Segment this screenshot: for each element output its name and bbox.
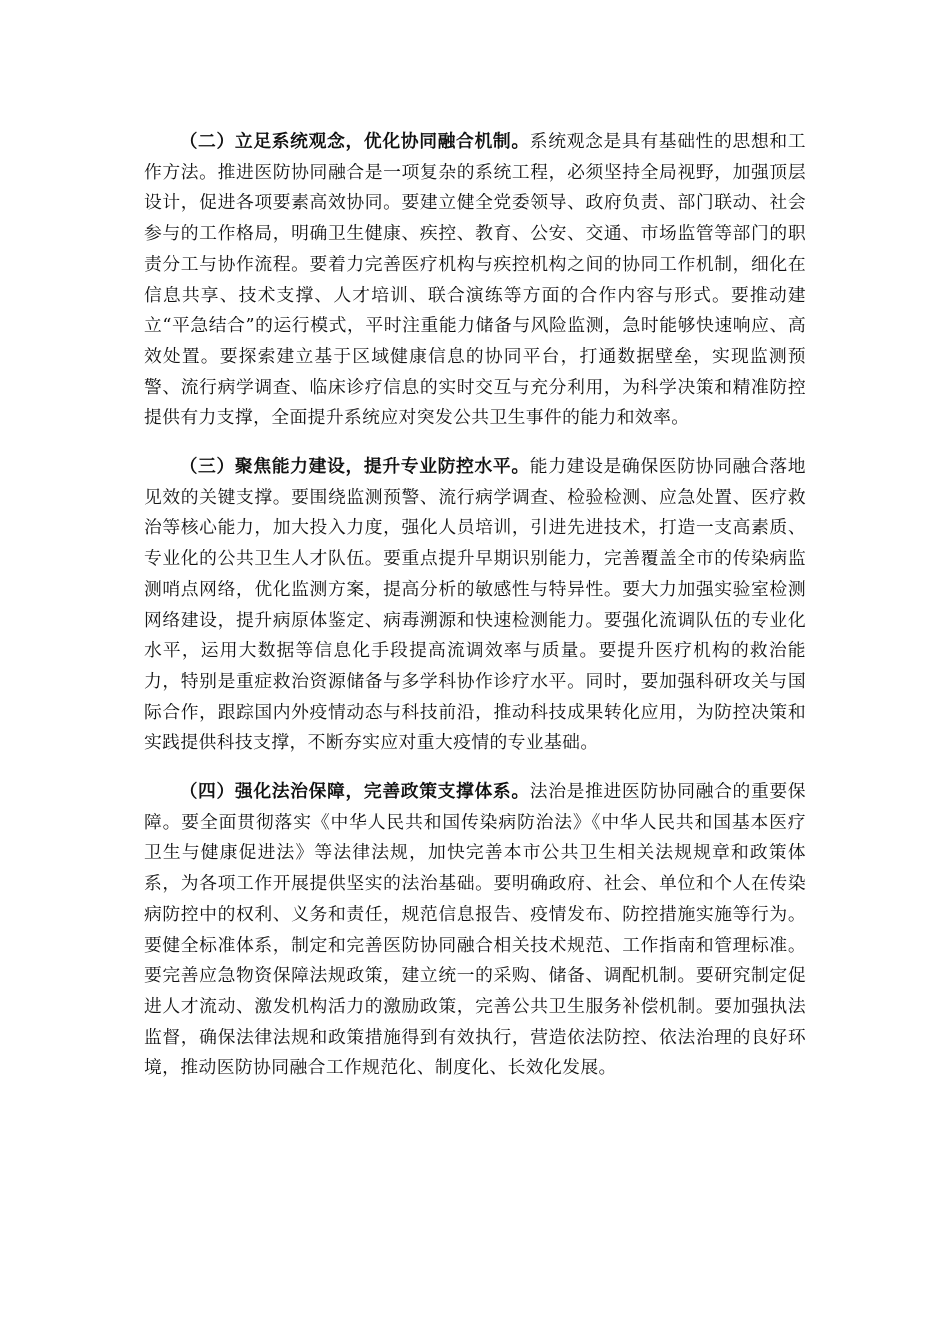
document-body (144, 127, 806, 1102)
paragraph-heading: （四）强化法治保障，完善政策支撑体系。 (179, 781, 530, 803)
paragraph-system-concept (144, 127, 806, 434)
paragraph-heading: （三）聚焦能力建设，提升专业防控水平。 (179, 456, 530, 478)
paragraph-heading: （二）立足系统观念，优化协同融合机制。 (179, 131, 530, 152)
paragraph-text: 能力建设是确保医防协同融合落地见效的关键支撑。要围绕监测预警、流行病学调查、检验检测、应急处置、医疗救治等核心能力，加大投入力度，强化人员培训，引进先进技术，打造一支高素质、专业化的公共卫生人才队伍。要重点提升早期识别能力，完善覆盖全市的传染病监测哨点网络，优化监测方案，提高分析的敏感性与特异性。要大力加强实验室检测网络建设，提升病原体鉴定、病毒溯源和快速检测能力。要强化流调队伍的专业化水平，运用大数据等信息化手段提高流调效率与质量。要提升医疗机构的救治能力，特别是重症救治资源储备与多学科协作诊疗水平。同时，要加强科研攻关与国际合作，跟踪国内外疫情动态与科技前沿，推动科技成果转化应用，为防控决策和实践提供科技支撑，不断夯实应对重大疫情的专业基础。 (144, 456, 806, 754)
paragraph-text: 法治是推进医防协同融合的重要保障。要全面贯彻落实《中华人民共和国传染病防治法》《中华人民共和国基本医疗卫生与健康促进法》等法律法规，加快完善本市公共卫生相关法规规章和政策体系，为各项工作开展提供坚实的法治基础。要明确政府、社会、单位和个人在传染病防控中的权利、义务和责任，规范信息报告、疫情发布、防控措施实施等行为。要健全标准体系，制定和完善医防协同融合相关技术规范、工作指南和管理标准。要完善应急物资保障法规政策，建立统一的采购、储备、调配机制。要研究制定促进人才流动、激发机构活力的激励政策，完善公共卫生服务补偿机制。要加强执法监督，确保法律法规和政策措施得到有效执行，营造依法防控、依法治理的良好环境，推动医防协同融合工作规范化、制度化、长效化发展。 (144, 781, 806, 1079)
paragraph-text: 系统观念是具有基础性的思想和工作方法。推进医防协同融合是一项复杂的系统工程，必须坚持全局视野，加强顶层设计，促进各项要素高效协同。要建立健全党委领导、政府负责、部门联动、社会参与的工作格局，明确卫生健康、疾控、教育、公安、交通、市场监管等部门的职责分工与协作流程。要着力完善医疗机构与疾控机构之间的协同工作机制，细化在信息共享、技术支撑、人才培训、联合演练等方面的合作内容与形式。要推动建立“平急结合”的运行模式，平时注重能力储备与风险监测，急时能够快速响应、高效处置。要探索建立基于区域健康信息的协同平台，打通数据壁垒，实现监测预警、流行病学调查、临床诊疗信息的实时交互与充分利用，为科学决策和精准防控提供有力支撑，全面提升系统应对突发公共卫生事件的能力和效率。 (144, 131, 806, 429)
paragraph-legal-guarantee (144, 777, 806, 1084)
paragraph-capacity-building (144, 452, 806, 759)
